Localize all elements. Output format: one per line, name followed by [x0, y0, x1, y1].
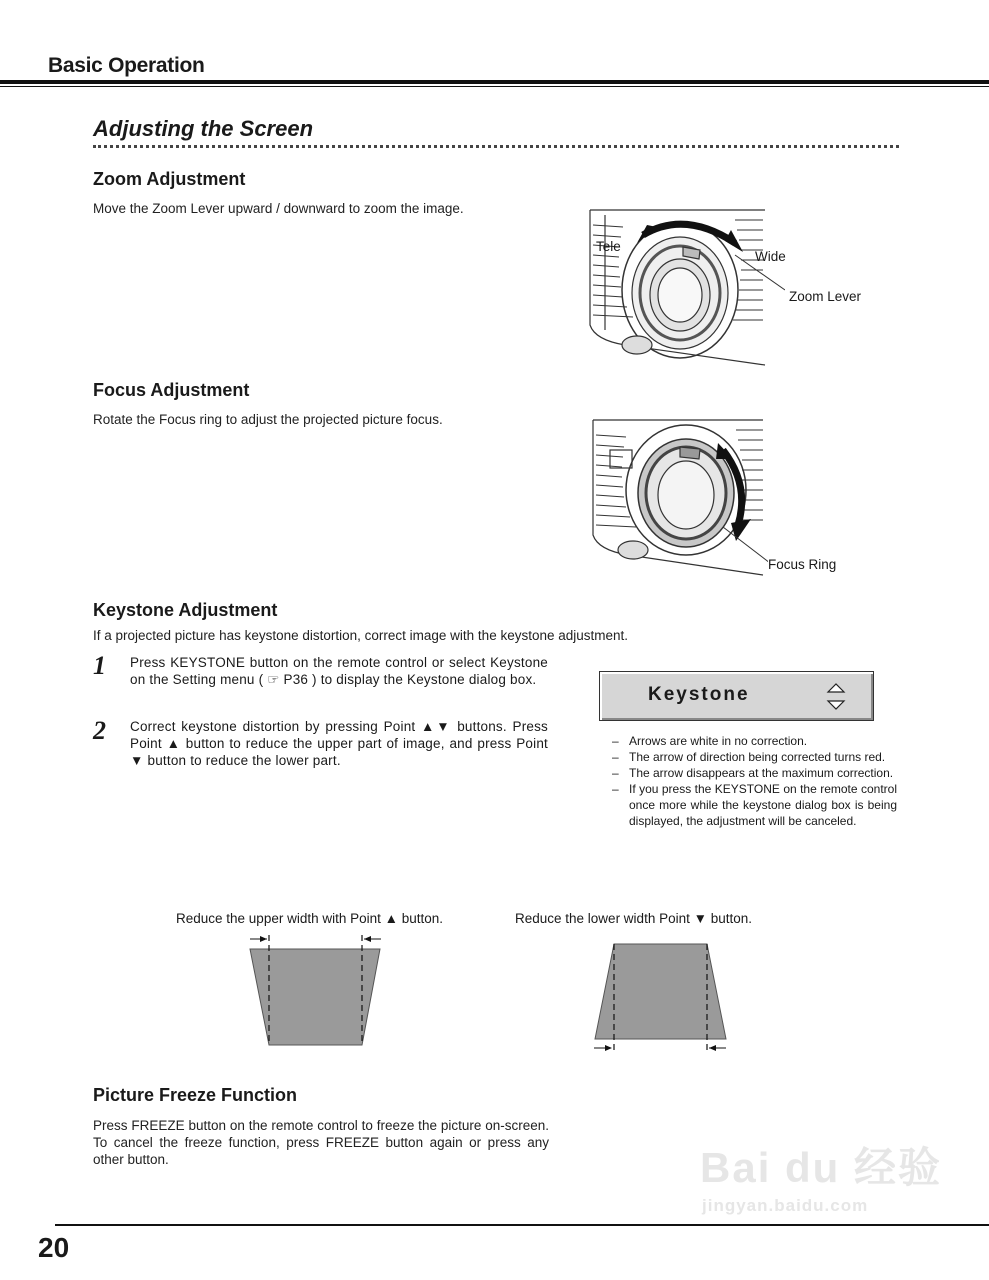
note-item: – If you press the KEYSTONE on the remote control once more while the keystone dialog box is being displayed, the adjustment will be canceled.: [612, 781, 897, 829]
dotted-divider: [93, 145, 899, 148]
page-number: 20: [38, 1232, 70, 1263]
focus-ring-label: Focus Ring: [768, 557, 837, 572]
focus-text: Rotate the Focus ring to adjust the projected picture focus.: [93, 412, 443, 427]
keystone-intro: If a projected picture has keystone distortion, correct image with the keystone adjustment.: [93, 628, 629, 643]
reduce-lower-diagram: [590, 937, 735, 1057]
step-2-text: Correct keystone distortion by pressing Point ▲▼ buttons. Press Point ▲ button to reduce the upper part of image, and press Point ▼ button to reduce the lower part.: [130, 719, 548, 768]
step-1-text: Press KEYSTONE button on the remote control or select Keystone on the Setting menu ( ☞ P36 ) to display the Keystone dialog box.: [130, 655, 548, 687]
note-item: – The arrow disappears at the maximum correction.: [612, 765, 897, 781]
step-2-number: 2: [93, 716, 106, 745]
keystone-dialog-label: Keystone: [648, 684, 750, 705]
reduce-upper-diagram: [245, 932, 390, 1052]
zoom-text: Move the Zoom Lever upward / downward to zoom the image.: [93, 201, 464, 216]
zoom-heading: Zoom Adjustment: [93, 169, 246, 189]
focus-ring-illustration: [588, 415, 768, 585]
freeze-heading: Picture Freeze Function: [93, 1085, 298, 1105]
keystone-dialog: [599, 671, 874, 721]
keystone-arrows-icon: [825, 678, 847, 714]
focus-heading: Focus Adjustment: [93, 380, 250, 400]
caption-lower: Reduce the lower width Point ▼ button.: [515, 911, 752, 926]
wide-label: Wide: [755, 249, 786, 264]
zoom-lever-label: Zoom Lever: [789, 289, 862, 304]
header-rule-thin: [0, 86, 989, 87]
header-rule: [0, 80, 989, 84]
footer-rule: [55, 1224, 989, 1226]
baidu-watermark-logo: Bai du 经验: [700, 1144, 943, 1191]
keystone-notes: [612, 733, 897, 829]
note-item: – Arrows are white in no correction.: [612, 733, 897, 749]
freeze-text: Press FREEZE button on the remote control to freeze the picture on-screen. To cancel the freeze function, press FREEZE button again or press any other button.: [93, 1118, 549, 1167]
caption-upper: Reduce the upper width with Point ▲ button.: [176, 911, 444, 926]
tele-label: Tele: [596, 239, 621, 254]
section-label: Basic Operation: [48, 54, 205, 77]
baidu-watermark-url: jingyan.baidu.com: [702, 1196, 869, 1215]
note-item: – The arrow of direction being corrected turns red.: [612, 749, 897, 765]
keystone-heading: Keystone Adjustment: [93, 600, 278, 620]
page-title: Adjusting the Screen: [93, 116, 314, 141]
zoom-lever-illustration: [585, 205, 785, 375]
step-1-number: 1: [93, 651, 106, 680]
